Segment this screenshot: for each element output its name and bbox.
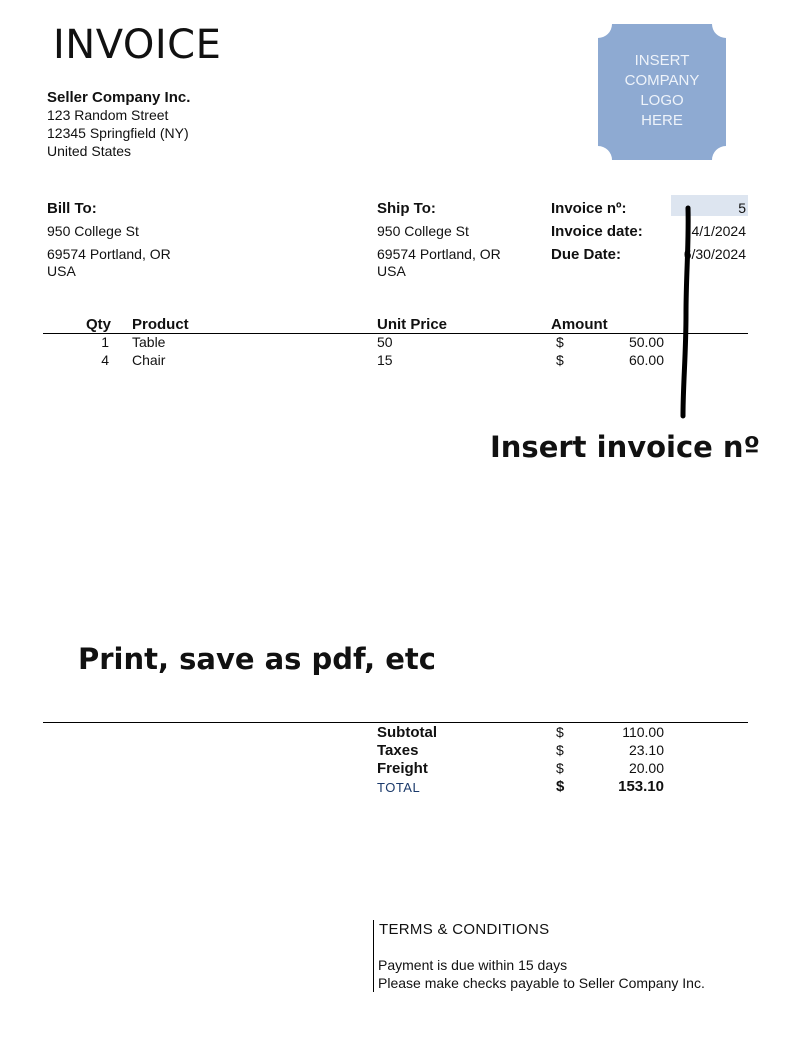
row-amount: 60.00 [628, 352, 664, 368]
annotation-arrow-icon [676, 204, 696, 420]
seller-name: Seller Company Inc. [47, 89, 191, 106]
total-value: 153.10 [618, 778, 664, 795]
invoice-number-value[interactable]: 5 [738, 200, 746, 216]
taxes-label: Taxes [377, 742, 419, 759]
freight-label: Freight [377, 760, 428, 777]
bill-to-country: USA [47, 263, 76, 279]
freight-value: 20.00 [628, 760, 664, 776]
terms-title: TERMS & CONDITIONS [379, 921, 550, 938]
subtotal-value: 110.00 [622, 724, 664, 740]
ship-to-city: 69574 Portland, OR [377, 246, 501, 262]
due-date-value: 6/30/2024 [683, 246, 746, 262]
freight-currency: $ [556, 760, 564, 776]
row-unit-price: 15 [377, 352, 393, 368]
row-qty: 4 [101, 352, 109, 368]
subtotal-currency: $ [556, 724, 564, 740]
bill-to-city: 69574 Portland, OR [47, 246, 171, 262]
seller-street: 123 Random Street [47, 107, 169, 123]
row-amount: 50.00 [628, 334, 664, 350]
col-header-product: Product [132, 316, 189, 333]
total-label: TOTAL [377, 780, 421, 795]
row-currency: $ [556, 352, 564, 368]
ship-to-label: Ship To: [377, 200, 436, 217]
bill-to-street: 950 College St [47, 223, 139, 239]
bill-to-label: Bill To: [47, 200, 97, 217]
invoice-date-label: Invoice date: [551, 223, 643, 240]
annotation-print-save: Print, save as pdf, etc [78, 642, 436, 676]
row-currency: $ [556, 334, 564, 350]
logo-text-line: INSERT [634, 52, 690, 69]
seller-country: United States [47, 143, 132, 159]
seller-city: 12345 Springfield (NY) [47, 125, 189, 141]
terms-line: Payment is due within 15 days [378, 957, 568, 973]
logo-text-line: LOGO [640, 92, 684, 109]
invoice-date-value: 4/1/2024 [691, 223, 746, 239]
due-date-label: Due Date: [551, 246, 622, 263]
taxes-value: 23.10 [628, 742, 664, 758]
total-currency: $ [556, 778, 565, 795]
logo-text-line: HERE [641, 112, 683, 129]
ship-to-street: 950 College St [377, 223, 469, 239]
col-header-amount: Amount [551, 316, 608, 333]
col-header-unit-price: Unit Price [377, 316, 448, 333]
row-unit-price: 50 [377, 334, 393, 350]
totals-rule [43, 722, 748, 723]
terms-line: Please make checks payable to Seller Company Inc. [378, 975, 705, 991]
annotation-insert-invoice-no: Insert invoice nº [490, 430, 760, 464]
taxes-currency: $ [556, 742, 564, 758]
terms-divider [373, 920, 374, 992]
row-qty: 1 [101, 334, 109, 350]
subtotal-label: Subtotal [377, 724, 437, 741]
row-product: Table [132, 334, 166, 350]
row-product: Chair [132, 352, 166, 368]
logo-text-line: COMPANY [624, 72, 700, 89]
col-header-qty: Qty [85, 316, 111, 333]
company-logo-placeholder [598, 24, 726, 160]
ship-to-country: USA [377, 263, 406, 279]
invoice-title: INVOICE [53, 22, 222, 68]
invoice-number-label: Invoice nº: [551, 200, 627, 217]
